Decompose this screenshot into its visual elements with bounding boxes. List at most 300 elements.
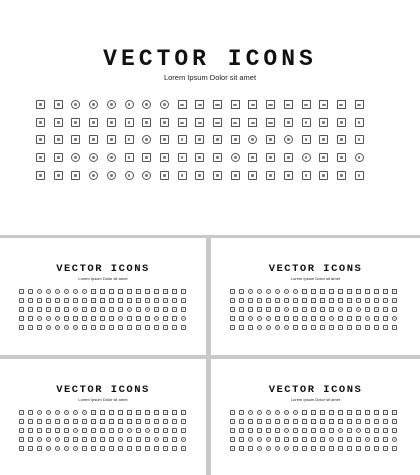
- location-pin-icon: [28, 446, 33, 451]
- document-icon: [365, 325, 370, 330]
- main-slide: [0, 0, 420, 235]
- trend-icon: [257, 325, 262, 330]
- calendar-icon: [230, 446, 235, 451]
- mail-icon: [230, 437, 235, 442]
- money-icon: [257, 298, 262, 303]
- at-sign-icon: [64, 325, 69, 330]
- cart-icon: [213, 100, 222, 109]
- shopping-bag-icon: [347, 410, 352, 415]
- heart-icon: [136, 307, 141, 312]
- facebook-icon: [374, 307, 379, 312]
- cloud-download-icon: [142, 153, 151, 162]
- calendar-icon: [89, 135, 98, 144]
- instagram-icon: [181, 307, 186, 312]
- flickr-icon: [337, 153, 346, 162]
- document-icon: [374, 325, 379, 330]
- shopping-bag-icon: [284, 100, 293, 109]
- twitter-icon: [91, 325, 96, 330]
- mail-icon: [230, 316, 235, 321]
- key-icon: [71, 171, 80, 180]
- basket-icon: [320, 298, 325, 303]
- inbox-icon: [109, 428, 114, 433]
- basket-icon: [337, 100, 346, 109]
- shopping-bag-icon: [145, 289, 150, 294]
- cart-icon: [118, 410, 123, 415]
- refresh-icon: [248, 437, 253, 442]
- calendar-icon: [257, 307, 262, 312]
- euro-coin-icon: [55, 410, 60, 415]
- heart-icon: [347, 307, 352, 312]
- flickr-icon: [172, 316, 177, 321]
- linkedin-icon: [347, 316, 352, 321]
- basket-icon: [319, 100, 328, 109]
- photo-icon: [118, 446, 123, 451]
- basket-icon: [311, 298, 316, 303]
- heart-icon: [347, 428, 352, 433]
- money-icon: [73, 298, 78, 303]
- vimeo-icon: [338, 316, 343, 321]
- camera-icon: [195, 135, 204, 144]
- cart-icon: [302, 289, 307, 294]
- dribbble-icon: [365, 316, 370, 321]
- gift-icon: [392, 298, 397, 303]
- pinterest-icon: [118, 316, 123, 321]
- slide-subtitle: Lorem Ipsum Dolor sit amet: [163, 73, 257, 82]
- calendar-icon: [19, 325, 24, 330]
- receipt-icon: [374, 298, 379, 303]
- yen-coin-icon: [82, 410, 87, 415]
- share-icon: [338, 428, 343, 433]
- refresh-icon: [37, 437, 42, 442]
- receipt-icon: [374, 419, 379, 424]
- pinterest-icon: [231, 153, 240, 162]
- rotate-icon: [46, 437, 51, 442]
- mail-open-icon: [239, 316, 244, 321]
- money-icon: [107, 118, 116, 127]
- eye-icon: [329, 428, 334, 433]
- upload-icon: [239, 307, 244, 312]
- history-icon: [82, 428, 87, 433]
- document-icon: [347, 446, 352, 451]
- flickr-icon: [172, 437, 177, 442]
- receipt-icon: [172, 298, 177, 303]
- cash-icon: [239, 419, 244, 424]
- camera-icon: [311, 428, 316, 433]
- basket-icon: [100, 298, 105, 303]
- cart-icon: [100, 410, 105, 415]
- document-icon: [337, 171, 346, 180]
- pinterest-icon: [329, 316, 334, 321]
- wallet-icon: [145, 298, 150, 303]
- pinterest-icon: [181, 437, 186, 442]
- shopping-bag-icon: [356, 289, 361, 294]
- basket-icon: [163, 410, 168, 415]
- heart-icon: [136, 428, 141, 433]
- cloud-download-icon: [284, 437, 289, 442]
- receipt-icon: [383, 419, 388, 424]
- history-icon: [293, 428, 298, 433]
- key-icon: [248, 446, 253, 451]
- at-sign-icon: [275, 325, 280, 330]
- behance-icon: [213, 171, 222, 180]
- cloud-icon: [275, 437, 280, 442]
- document-icon: [355, 171, 364, 180]
- cart-icon: [338, 289, 343, 294]
- flickr-icon: [383, 437, 388, 442]
- basket-icon: [338, 419, 343, 424]
- slide-subtitle: Lorem Ipsum Dolor sit amet: [78, 276, 128, 281]
- key-icon: [37, 325, 42, 330]
- cart-icon: [338, 410, 343, 415]
- credit-card-icon: [28, 410, 33, 415]
- mail-open-icon: [239, 437, 244, 442]
- document-icon: [383, 325, 388, 330]
- euro-coin-icon: [266, 289, 271, 294]
- trend-icon: [89, 171, 98, 180]
- photo-icon: [329, 446, 334, 451]
- youtube-icon: [374, 316, 379, 321]
- share-icon: [55, 325, 60, 330]
- twitter-icon: [172, 428, 177, 433]
- refresh-icon: [37, 316, 42, 321]
- restart-icon: [266, 437, 271, 442]
- bitcoin-coin-icon: [64, 410, 69, 415]
- calendar-icon: [55, 307, 60, 312]
- receipt-icon: [383, 298, 388, 303]
- vimeo-icon: [338, 437, 343, 442]
- rotate-icon: [257, 316, 262, 321]
- cart-icon: [127, 410, 132, 415]
- shopping-bag-icon: [365, 410, 370, 415]
- basket-icon: [355, 100, 364, 109]
- share-icon: [266, 446, 271, 451]
- receipt-icon: [163, 298, 168, 303]
- basket-icon: [383, 289, 388, 294]
- money-icon: [73, 419, 78, 424]
- download-icon: [230, 307, 235, 312]
- calendar-icon: [37, 428, 42, 433]
- vimeo-icon: [365, 428, 370, 433]
- gift-icon: [181, 419, 186, 424]
- youtube-icon: [319, 153, 328, 162]
- vimeo-icon: [154, 428, 159, 433]
- thumbnail-slide[interactable]: [211, 238, 420, 355]
- euro-coin-icon: [55, 289, 60, 294]
- basket-icon: [374, 410, 379, 415]
- download-icon: [36, 135, 45, 144]
- credit-card-icon: [230, 289, 235, 294]
- basket-icon: [172, 289, 177, 294]
- calendar-icon: [266, 307, 271, 312]
- pinterest-icon: [181, 316, 186, 321]
- mail-icon: [19, 316, 24, 321]
- basket-icon: [127, 298, 132, 303]
- shopping-bag-icon: [266, 100, 275, 109]
- cash-icon: [37, 298, 42, 303]
- behance-icon: [320, 325, 325, 330]
- shopping-bag-icon: [154, 289, 159, 294]
- slide-subtitle: Lorem Ipsum Dolor sit amet: [290, 276, 341, 281]
- basket-icon: [329, 298, 334, 303]
- gauge-icon: [284, 428, 289, 433]
- restart-icon: [107, 153, 116, 162]
- history-icon: [302, 307, 307, 312]
- twitter-icon: [91, 437, 96, 442]
- euro-coin-icon: [107, 100, 116, 109]
- facebook-icon: [163, 428, 168, 433]
- basket-icon: [136, 419, 141, 424]
- gauge-icon: [284, 307, 289, 312]
- facebook-icon: [100, 446, 105, 451]
- history-icon: [91, 428, 96, 433]
- document-icon: [302, 171, 311, 180]
- cart-icon: [195, 100, 204, 109]
- vimeo-icon: [127, 437, 132, 442]
- calendar-icon: [365, 298, 370, 303]
- basket-icon: [311, 419, 316, 424]
- wallet-icon: [356, 419, 361, 424]
- inbox-icon: [109, 307, 114, 312]
- money-icon: [64, 419, 69, 424]
- history-icon: [82, 307, 87, 312]
- basket-icon: [181, 289, 186, 294]
- calendar-icon: [154, 419, 159, 424]
- document-icon: [347, 325, 352, 330]
- eye-icon: [329, 307, 334, 312]
- vimeo-icon: [248, 153, 257, 162]
- money-icon: [55, 419, 60, 424]
- mail-open-icon: [28, 437, 33, 442]
- dollar-coin-icon: [37, 289, 42, 294]
- history-icon: [302, 428, 307, 433]
- slide-title: VECTOR ICONS: [268, 384, 363, 396]
- cart-icon: [118, 289, 123, 294]
- calendar-icon: [46, 307, 51, 312]
- shopping-bag-icon: [154, 410, 159, 415]
- yen-coin-icon: [82, 289, 87, 294]
- youtube-icon: [374, 437, 379, 442]
- cash-icon: [36, 118, 45, 127]
- basket-icon: [163, 289, 168, 294]
- refresh-icon: [71, 153, 80, 162]
- share-icon: [248, 135, 257, 144]
- shopping-bag-icon: [365, 289, 370, 294]
- cart-icon: [329, 410, 334, 415]
- rss-icon: [293, 316, 298, 321]
- basket-icon: [302, 298, 307, 303]
- pound-coin-icon: [73, 410, 78, 415]
- facebook-icon: [311, 446, 316, 451]
- twitter-icon: [178, 153, 187, 162]
- document-icon: [154, 446, 159, 451]
- pound-coin-icon: [284, 289, 289, 294]
- twitter-icon: [172, 307, 177, 312]
- money-icon: [284, 419, 289, 424]
- mail-icon: [36, 153, 45, 162]
- facebook-icon: [319, 135, 328, 144]
- youtube-icon: [338, 325, 343, 330]
- yen-coin-icon: [293, 289, 298, 294]
- basket-icon: [383, 410, 388, 415]
- pinterest-icon: [284, 135, 293, 144]
- slide-title: VECTOR ICONS: [56, 384, 150, 396]
- instagram-icon: [181, 428, 186, 433]
- facebook-icon: [311, 437, 316, 442]
- pinterest-icon: [356, 307, 361, 312]
- thumbnail-slide[interactable]: [211, 359, 420, 475]
- rss-icon: [82, 316, 87, 321]
- cart-icon: [109, 410, 114, 415]
- basket-icon: [136, 298, 141, 303]
- history-icon: [293, 307, 298, 312]
- basket-icon: [109, 298, 114, 303]
- youtube-icon: [127, 446, 132, 451]
- basket-icon: [347, 298, 352, 303]
- at-sign-icon: [125, 171, 134, 180]
- linkedin-icon: [136, 437, 141, 442]
- document-icon: [356, 446, 361, 451]
- calendar-icon: [64, 307, 69, 312]
- shopping-bag-icon: [347, 289, 352, 294]
- download-icon: [230, 428, 235, 433]
- document-icon: [136, 446, 141, 451]
- cart-icon: [320, 410, 325, 415]
- pound-coin-icon: [73, 289, 78, 294]
- calendar-icon: [248, 307, 253, 312]
- calendar-icon: [257, 428, 262, 433]
- yen-coin-icon: [160, 100, 169, 109]
- eye-icon: [231, 135, 240, 144]
- linkedin-icon: [266, 153, 275, 162]
- dollar-coin-icon: [257, 410, 262, 415]
- money-icon: [293, 419, 298, 424]
- cloud-icon: [64, 316, 69, 321]
- cart-icon: [329, 289, 334, 294]
- behance-icon: [109, 446, 114, 451]
- youtube-icon: [127, 325, 132, 330]
- bitcoin-coin-icon: [275, 410, 280, 415]
- trend-icon: [46, 446, 51, 451]
- dribbble-icon: [154, 437, 159, 442]
- calendar-icon: [302, 118, 311, 127]
- calendar-icon: [19, 446, 24, 451]
- calendar-icon: [36, 171, 45, 180]
- calendar-icon: [365, 419, 370, 424]
- calendar-icon: [107, 135, 116, 144]
- at-sign-icon: [64, 446, 69, 451]
- photo-icon: [329, 325, 334, 330]
- camera-icon: [311, 307, 316, 312]
- slide-title: VECTOR ICONS: [268, 263, 363, 275]
- location-pin-icon: [239, 325, 244, 330]
- thumbnail-slide[interactable]: [0, 238, 206, 355]
- receipt-icon: [337, 118, 346, 127]
- dollar-coin-icon: [46, 289, 51, 294]
- trend-icon: [46, 325, 51, 330]
- history-icon: [160, 135, 169, 144]
- slide-subtitle: Lorem Ipsum Dolor sit amet: [290, 397, 341, 402]
- basket-icon: [178, 118, 187, 127]
- pinterest-icon: [392, 437, 397, 442]
- rotate-icon: [46, 316, 51, 321]
- basket-icon: [392, 289, 397, 294]
- basket-icon: [338, 298, 343, 303]
- photo-icon: [231, 171, 240, 180]
- at-sign-icon: [275, 446, 280, 451]
- credit-card-icon: [239, 410, 244, 415]
- gift-icon: [392, 419, 397, 424]
- calendar-icon: [248, 428, 253, 433]
- cash-icon: [230, 419, 235, 424]
- money-icon: [55, 298, 60, 303]
- cash-icon: [37, 419, 42, 424]
- inbox-icon: [320, 428, 325, 433]
- cash-icon: [248, 419, 253, 424]
- calendar-icon: [46, 428, 51, 433]
- euro-coin-icon: [266, 410, 271, 415]
- document-icon: [136, 325, 141, 330]
- slide-title: VECTOR ICONS: [56, 263, 150, 275]
- thumbnail-slide[interactable]: [0, 359, 206, 475]
- inbox-icon: [213, 135, 222, 144]
- basket-icon: [374, 289, 379, 294]
- database-icon: [82, 446, 87, 451]
- pinterest-icon: [145, 428, 150, 433]
- refresh-icon: [248, 316, 253, 321]
- share-icon: [127, 307, 132, 312]
- cart-icon: [248, 100, 257, 109]
- basket-icon: [118, 298, 123, 303]
- restart-icon: [266, 316, 271, 321]
- youtube-icon: [163, 437, 168, 442]
- vimeo-icon: [154, 307, 159, 312]
- basket-icon: [213, 118, 222, 127]
- restart-icon: [55, 316, 60, 321]
- database-icon: [293, 446, 298, 451]
- credit-card-icon: [230, 410, 235, 415]
- share-icon: [338, 307, 343, 312]
- gauge-icon: [142, 135, 151, 144]
- cash-icon: [28, 419, 33, 424]
- location-pin-icon: [54, 171, 63, 180]
- receipt-icon: [163, 419, 168, 424]
- document-icon: [172, 325, 177, 330]
- document-icon: [172, 446, 177, 451]
- shopping-bag-icon: [356, 410, 361, 415]
- facebook-icon: [100, 437, 105, 442]
- money-icon: [160, 118, 169, 127]
- gauge-icon: [73, 428, 78, 433]
- document-icon: [284, 171, 293, 180]
- compass-icon: [284, 446, 289, 451]
- rss-icon: [293, 437, 298, 442]
- instagram-icon: [392, 428, 397, 433]
- share-icon: [107, 171, 116, 180]
- dollar-coin-icon: [257, 289, 262, 294]
- cloud-icon: [64, 437, 69, 442]
- mail-icon: [19, 437, 24, 442]
- receipt-icon: [172, 419, 177, 424]
- cloud-download-icon: [73, 437, 78, 442]
- facebook-icon: [195, 171, 204, 180]
- calendar-icon: [55, 428, 60, 433]
- database-icon: [82, 325, 87, 330]
- money-icon: [82, 419, 87, 424]
- basket-icon: [91, 419, 96, 424]
- tumblr-icon: [356, 437, 361, 442]
- document-icon: [392, 325, 397, 330]
- bitcoin-coin-icon: [125, 100, 134, 109]
